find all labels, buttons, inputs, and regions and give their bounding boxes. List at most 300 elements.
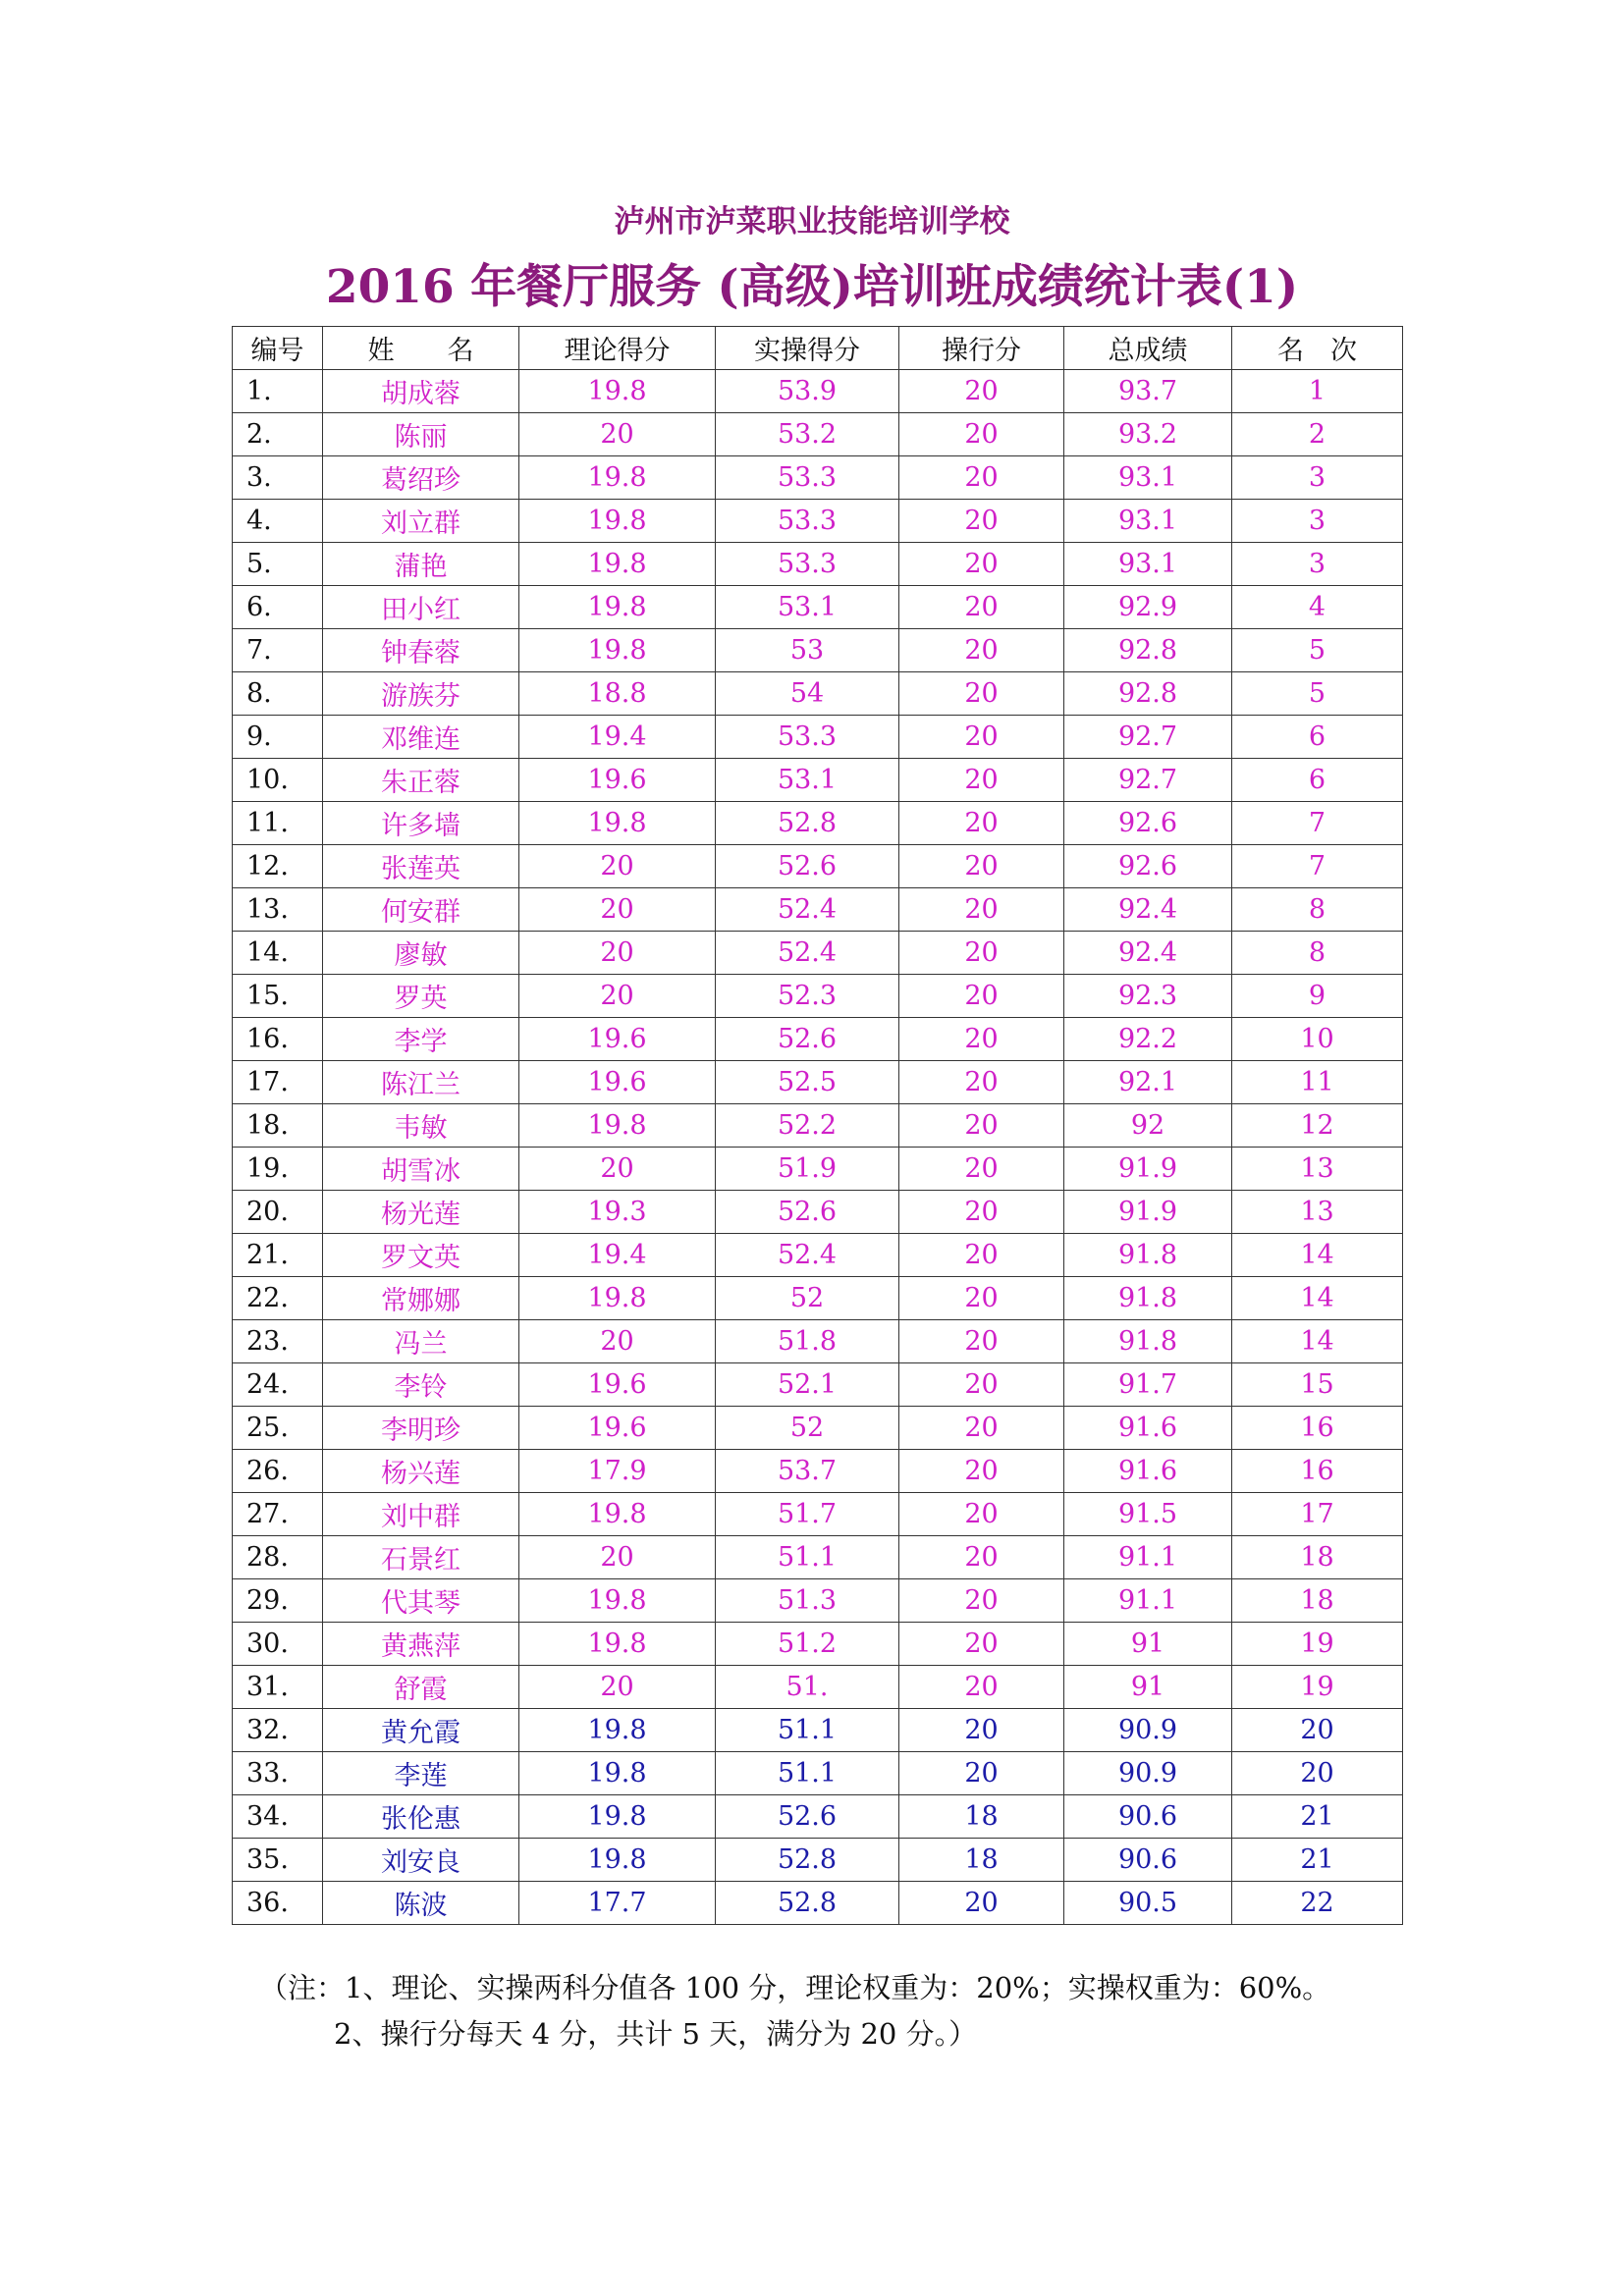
cell-total-score: 92.9 [1064,586,1232,629]
cell-id: 12. [233,845,323,888]
cell-conduct-score: 20 [899,802,1064,845]
score-table [232,326,1403,1925]
cell-conduct-score: 20 [899,1191,1064,1234]
cell-practical-score: 52.8 [716,1882,899,1925]
cell-practical-score: 53 [716,629,899,672]
table-row [233,672,1403,716]
cell-practical-score: 52.2 [716,1104,899,1148]
cell-id: 27. [233,1493,323,1536]
header-total-score: 总成绩 [1064,327,1232,370]
cell-conduct-score: 20 [899,629,1064,672]
cell-theory-score: 19.8 [519,1709,716,1752]
cell-practical-score: 52.4 [716,888,899,932]
cell-total-score: 91 [1064,1666,1232,1709]
cell-practical-score: 51.1 [716,1709,899,1752]
table-row [233,1623,1403,1666]
cell-theory-score: 19.8 [519,1752,716,1795]
table-row [233,1061,1403,1104]
cell-conduct-score: 20 [899,1493,1064,1536]
cell-total-score: 92.7 [1064,759,1232,802]
table-row [233,456,1403,500]
cell-rank: 5 [1232,629,1403,672]
cell-theory-score: 17.9 [519,1450,716,1493]
cell-name: 韦敏 [323,1104,519,1148]
cell-total-score: 92.1 [1064,1061,1232,1104]
cell-practical-score: 51.1 [716,1752,899,1795]
cell-conduct-score: 20 [899,1061,1064,1104]
cell-practical-score: 52.8 [716,1839,899,1882]
table-row [233,1363,1403,1407]
cell-name: 葛绍珍 [323,456,519,500]
cell-rank: 3 [1232,456,1403,500]
cell-conduct-score: 20 [899,1363,1064,1407]
cell-total-score: 90.6 [1064,1795,1232,1839]
table-row [233,1839,1403,1882]
cell-id: 23. [233,1320,323,1363]
table-row [233,543,1403,586]
table-row [233,1234,1403,1277]
cell-total-score: 91.9 [1064,1191,1232,1234]
cell-total-score: 93.1 [1064,456,1232,500]
cell-name: 蒲艳 [323,543,519,586]
cell-conduct-score: 20 [899,413,1064,456]
cell-id: 3. [233,456,323,500]
cell-rank: 19 [1232,1666,1403,1709]
cell-practical-score: 52.6 [716,1018,899,1061]
cell-theory-score: 19.6 [519,1061,716,1104]
cell-id: 10. [233,759,323,802]
cell-id: 15. [233,975,323,1018]
cell-id: 32. [233,1709,323,1752]
note-line-2: 2、操行分每天 4 分，共计 5 天，满分为 20 分。） [334,2017,978,2051]
cell-id: 2. [233,413,323,456]
cell-theory-score: 19.8 [519,1795,716,1839]
cell-total-score: 92.6 [1064,802,1232,845]
cell-total-score: 92.8 [1064,672,1232,716]
school-name: 泸州市泸菜职业技能培训学校 [614,204,1010,240]
note-line-1: （注：1、理论、实操两科分值各 100 分，理论权重为：20%；实操权重为：60%。 [259,1971,1331,2004]
cell-total-score: 93.1 [1064,500,1232,543]
cell-name: 胡成蓉 [323,370,519,413]
cell-theory-score: 20 [519,888,716,932]
cell-practical-score: 52 [716,1407,899,1450]
cell-rank: 8 [1232,888,1403,932]
cell-rank: 12 [1232,1104,1403,1148]
cell-id: 34. [233,1795,323,1839]
table-row [233,1882,1403,1925]
table-row [233,1191,1403,1234]
cell-name: 陈丽 [323,413,519,456]
cell-conduct-score: 20 [899,1536,1064,1579]
cell-conduct-score: 20 [899,1579,1064,1623]
cell-id: 21. [233,1234,323,1277]
cell-rank: 19 [1232,1623,1403,1666]
cell-rank: 10 [1232,1018,1403,1061]
cell-theory-score: 19.4 [519,716,716,759]
cell-practical-score: 52.6 [716,1795,899,1839]
cell-total-score: 92.7 [1064,716,1232,759]
cell-theory-score: 19.6 [519,1018,716,1061]
cell-name: 刘中群 [323,1493,519,1536]
header-rank: 名 次 [1232,327,1403,370]
cell-conduct-score: 20 [899,1148,1064,1191]
cell-rank: 16 [1232,1407,1403,1450]
cell-total-score: 91.5 [1064,1493,1232,1536]
cell-practical-score: 52.1 [716,1363,899,1407]
cell-theory-score: 20 [519,1536,716,1579]
table-row [233,413,1403,456]
cell-name: 张莲英 [323,845,519,888]
cell-practical-score: 51. [716,1666,899,1709]
cell-name: 胡雪冰 [323,1148,519,1191]
cell-name: 游族芬 [323,672,519,716]
cell-rank: 7 [1232,802,1403,845]
cell-name: 邓维连 [323,716,519,759]
cell-id: 33. [233,1752,323,1795]
cell-name: 许多墙 [323,802,519,845]
cell-id: 14. [233,932,323,975]
cell-total-score: 91.8 [1064,1234,1232,1277]
cell-theory-score: 19.8 [519,1579,716,1623]
cell-practical-score: 52.5 [716,1061,899,1104]
cell-total-score: 93.7 [1064,370,1232,413]
table-row [233,1407,1403,1450]
table-row [233,1320,1403,1363]
cell-rank: 22 [1232,1882,1403,1925]
cell-total-score: 90.5 [1064,1882,1232,1925]
cell-total-score: 92.3 [1064,975,1232,1018]
cell-rank: 14 [1232,1320,1403,1363]
cell-total-score: 91.8 [1064,1277,1232,1320]
cell-name: 田小红 [323,586,519,629]
cell-name: 冯兰 [323,1320,519,1363]
table-row [233,716,1403,759]
cell-conduct-score: 20 [899,845,1064,888]
cell-total-score: 91.8 [1064,1320,1232,1363]
cell-theory-score: 20 [519,1148,716,1191]
cell-practical-score: 53.2 [716,413,899,456]
cell-theory-score: 19.3 [519,1191,716,1234]
cell-name: 何安群 [323,888,519,932]
cell-id: 25. [233,1407,323,1450]
cell-practical-score: 53.3 [716,500,899,543]
cell-rank: 14 [1232,1234,1403,1277]
cell-theory-score: 20 [519,932,716,975]
cell-id: 8. [233,672,323,716]
cell-id: 18. [233,1104,323,1148]
cell-rank: 14 [1232,1277,1403,1320]
cell-theory-score: 19.8 [519,1623,716,1666]
cell-total-score: 93.1 [1064,543,1232,586]
table-row [233,1493,1403,1536]
cell-name: 黄燕萍 [323,1623,519,1666]
table-row [233,1104,1403,1148]
table-row [233,759,1403,802]
cell-name: 李明珍 [323,1407,519,1450]
table-row [233,975,1403,1018]
cell-practical-score: 52.3 [716,975,899,1018]
cell-theory-score: 19.8 [519,802,716,845]
cell-theory-score: 19.8 [519,370,716,413]
cell-id: 29. [233,1579,323,1623]
cell-total-score: 90.9 [1064,1752,1232,1795]
document-title: 2016 年餐厅服务 (高级)培训班成绩统计表(1) [325,260,1299,314]
table-row [233,1666,1403,1709]
cell-total-score: 92 [1064,1104,1232,1148]
cell-name: 舒霞 [323,1666,519,1709]
cell-id: 30. [233,1623,323,1666]
cell-theory-score: 19.8 [519,500,716,543]
table-row [233,1579,1403,1623]
cell-practical-score: 53.9 [716,370,899,413]
cell-practical-score: 53.1 [716,759,899,802]
cell-practical-score: 52.6 [716,845,899,888]
cell-total-score: 91.1 [1064,1536,1232,1579]
cell-conduct-score: 20 [899,716,1064,759]
cell-rank: 13 [1232,1148,1403,1191]
cell-practical-score: 52.4 [716,932,899,975]
cell-practical-score: 54 [716,672,899,716]
cell-practical-score: 51.9 [716,1148,899,1191]
cell-rank: 13 [1232,1191,1403,1234]
cell-total-score: 91.7 [1064,1363,1232,1407]
cell-id: 26. [233,1450,323,1493]
cell-practical-score: 53.3 [716,456,899,500]
cell-practical-score: 53.1 [716,586,899,629]
cell-conduct-score: 18 [899,1795,1064,1839]
cell-name: 刘立群 [323,500,519,543]
cell-rank: 18 [1232,1536,1403,1579]
cell-rank: 3 [1232,500,1403,543]
cell-id: 28. [233,1536,323,1579]
cell-conduct-score: 20 [899,1320,1064,1363]
cell-conduct-score: 20 [899,1752,1064,1795]
table-row [233,1450,1403,1493]
cell-total-score: 92.4 [1064,932,1232,975]
cell-total-score: 91 [1064,1623,1232,1666]
table-row [233,1018,1403,1061]
cell-id: 31. [233,1666,323,1709]
cell-rank: 16 [1232,1450,1403,1493]
cell-theory-score: 18.8 [519,672,716,716]
cell-name: 朱正蓉 [323,759,519,802]
cell-name: 杨兴莲 [323,1450,519,1493]
cell-rank: 6 [1232,716,1403,759]
cell-conduct-score: 20 [899,932,1064,975]
cell-theory-score: 20 [519,1666,716,1709]
cell-theory-score: 19.8 [519,586,716,629]
cell-rank: 20 [1232,1709,1403,1752]
cell-practical-score: 53.3 [716,716,899,759]
cell-rank: 6 [1232,759,1403,802]
cell-name: 陈波 [323,1882,519,1925]
cell-id: 6. [233,586,323,629]
cell-theory-score: 20 [519,975,716,1018]
cell-conduct-score: 20 [899,1277,1064,1320]
cell-conduct-score: 20 [899,1407,1064,1450]
cell-id: 20. [233,1191,323,1234]
cell-total-score: 90.6 [1064,1839,1232,1882]
cell-conduct-score: 18 [899,1839,1064,1882]
cell-rank: 3 [1232,543,1403,586]
table-row [233,629,1403,672]
cell-theory-score: 19.8 [519,1493,716,1536]
cell-total-score: 92.4 [1064,888,1232,932]
cell-rank: 11 [1232,1061,1403,1104]
table-row [233,1709,1403,1752]
cell-practical-score: 51.8 [716,1320,899,1363]
cell-id: 24. [233,1363,323,1407]
cell-conduct-score: 20 [899,370,1064,413]
cell-id: 22. [233,1277,323,1320]
cell-rank: 2 [1232,413,1403,456]
cell-rank: 9 [1232,975,1403,1018]
cell-rank: 18 [1232,1579,1403,1623]
cell-practical-score: 51.1 [716,1536,899,1579]
cell-total-score: 91.6 [1064,1450,1232,1493]
cell-id: 9. [233,716,323,759]
header-theory-score: 理论得分 [519,327,716,370]
cell-id: 17. [233,1061,323,1104]
cell-id: 11. [233,802,323,845]
table-header-row [233,327,1403,370]
cell-total-score: 91.6 [1064,1407,1232,1450]
cell-name: 张伦惠 [323,1795,519,1839]
cell-name: 黄允霞 [323,1709,519,1752]
cell-conduct-score: 20 [899,975,1064,1018]
cell-practical-score: 52.8 [716,802,899,845]
cell-theory-score: 19.4 [519,1234,716,1277]
cell-theory-score: 19.6 [519,1363,716,1407]
table-row [233,1148,1403,1191]
header-id: 编号 [233,327,323,370]
cell-theory-score: 17.7 [519,1882,716,1925]
cell-practical-score: 52.4 [716,1234,899,1277]
cell-conduct-score: 20 [899,888,1064,932]
cell-theory-score: 19.6 [519,759,716,802]
cell-id: 35. [233,1839,323,1882]
cell-id: 16. [233,1018,323,1061]
cell-name: 李铃 [323,1363,519,1407]
header-conduct-score: 操行分 [899,327,1064,370]
cell-rank: 17 [1232,1493,1403,1536]
cell-theory-score: 19.8 [519,1839,716,1882]
cell-practical-score: 53.3 [716,543,899,586]
cell-practical-score: 52 [716,1277,899,1320]
cell-total-score: 91.9 [1064,1148,1232,1191]
cell-theory-score: 19.8 [519,1277,716,1320]
cell-rank: 1 [1232,370,1403,413]
cell-total-score: 92.2 [1064,1018,1232,1061]
cell-total-score: 93.2 [1064,413,1232,456]
cell-name: 廖敏 [323,932,519,975]
cell-id: 13. [233,888,323,932]
cell-theory-score: 20 [519,413,716,456]
cell-practical-score: 53.7 [716,1450,899,1493]
score-table-body [233,370,1403,1925]
cell-name: 石景红 [323,1536,519,1579]
cell-rank: 21 [1232,1839,1403,1882]
cell-total-score: 91.1 [1064,1579,1232,1623]
cell-id: 1. [233,370,323,413]
cell-rank: 4 [1232,586,1403,629]
cell-rank: 7 [1232,845,1403,888]
cell-theory-score: 20 [519,845,716,888]
table-row [233,888,1403,932]
cell-conduct-score: 20 [899,1450,1064,1493]
cell-rank: 15 [1232,1363,1403,1407]
cell-conduct-score: 20 [899,1882,1064,1925]
cell-conduct-score: 20 [899,1018,1064,1061]
table-row [233,500,1403,543]
cell-name: 钟春蓉 [323,629,519,672]
table-row [233,370,1403,413]
cell-conduct-score: 20 [899,1104,1064,1148]
cell-practical-score: 51.7 [716,1493,899,1536]
cell-conduct-score: 20 [899,543,1064,586]
table-row [233,802,1403,845]
cell-conduct-score: 20 [899,1709,1064,1752]
cell-name: 罗文英 [323,1234,519,1277]
cell-conduct-score: 20 [899,586,1064,629]
cell-id: 36. [233,1882,323,1925]
cell-id: 4. [233,500,323,543]
table-row [233,1277,1403,1320]
table-row [233,1795,1403,1839]
cell-rank: 5 [1232,672,1403,716]
cell-name: 代其琴 [323,1579,519,1623]
cell-conduct-score: 20 [899,759,1064,802]
cell-rank: 21 [1232,1795,1403,1839]
cell-conduct-score: 20 [899,1623,1064,1666]
cell-name: 刘安良 [323,1839,519,1882]
header-name: 姓 名 [323,327,519,370]
cell-theory-score: 19.6 [519,1407,716,1450]
cell-name: 罗英 [323,975,519,1018]
cell-theory-score: 19.8 [519,1104,716,1148]
cell-theory-score: 20 [519,1320,716,1363]
cell-conduct-score: 20 [899,456,1064,500]
cell-name: 李莲 [323,1752,519,1795]
cell-practical-score: 51.2 [716,1623,899,1666]
table-row [233,1752,1403,1795]
header-practical-score: 实操得分 [716,327,899,370]
cell-theory-score: 19.8 [519,456,716,500]
cell-total-score: 92.8 [1064,629,1232,672]
cell-practical-score: 51.3 [716,1579,899,1623]
cell-total-score: 92.6 [1064,845,1232,888]
table-row [233,845,1403,888]
cell-practical-score: 52.6 [716,1191,899,1234]
cell-theory-score: 19.8 [519,629,716,672]
cell-conduct-score: 20 [899,1234,1064,1277]
cell-name: 陈江兰 [323,1061,519,1104]
cell-id: 19. [233,1148,323,1191]
cell-id: 7. [233,629,323,672]
table-row [233,1536,1403,1579]
cell-name: 李学 [323,1018,519,1061]
cell-total-score: 90.9 [1064,1709,1232,1752]
cell-rank: 20 [1232,1752,1403,1795]
cell-conduct-score: 20 [899,500,1064,543]
cell-name: 杨光莲 [323,1191,519,1234]
cell-theory-score: 19.8 [519,543,716,586]
table-row [233,586,1403,629]
table-row [233,932,1403,975]
cell-rank: 8 [1232,932,1403,975]
cell-name: 常娜娜 [323,1277,519,1320]
cell-conduct-score: 20 [899,1666,1064,1709]
